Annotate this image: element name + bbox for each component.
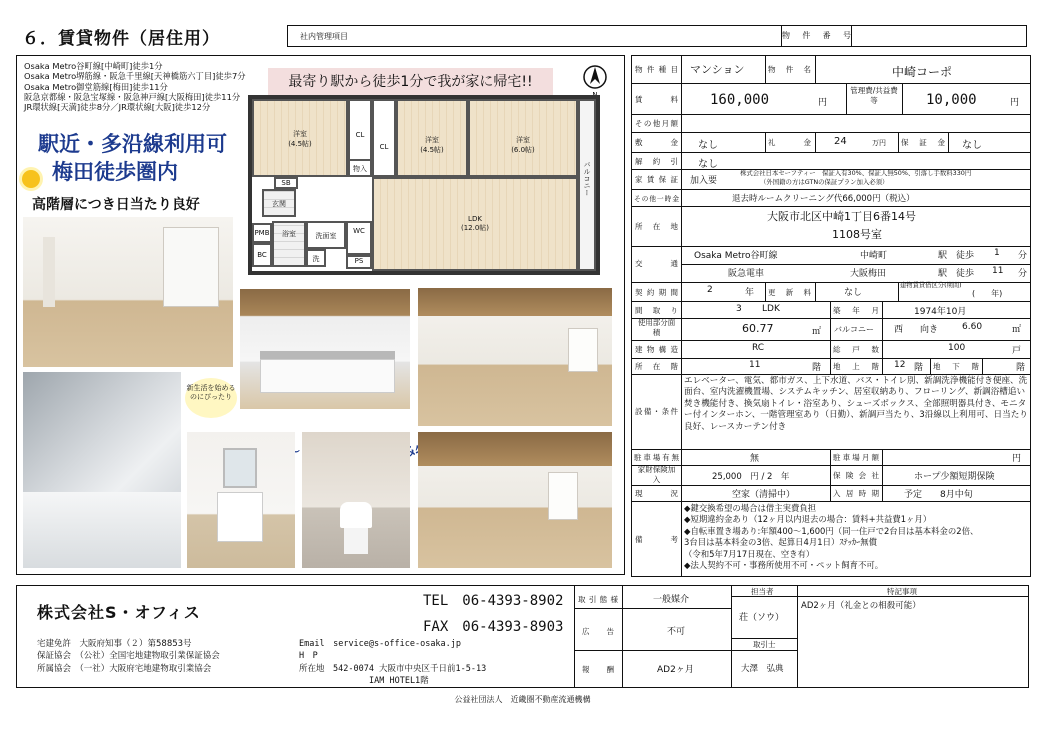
label-agent: 取引士 (753, 640, 776, 649)
internal-management-label: 社内管理項目 (300, 32, 348, 41)
value-status: 空家（清掃中） (732, 490, 796, 500)
value-station-1: 中崎町 (860, 251, 888, 261)
label-deal-mode: 取引態様 (578, 595, 618, 604)
photo-toilet (302, 432, 410, 568)
internal-management-box (287, 25, 782, 47)
value-line-2: 阪急電車 (728, 269, 765, 279)
label-other-once: その他一時金 (634, 195, 679, 203)
unit-key-money: 万円 (872, 139, 886, 147)
value-built: 1974年10月 (914, 307, 967, 317)
company-licenses (37, 638, 220, 675)
north-arrow-icon (582, 64, 608, 98)
floor-plan (248, 95, 600, 275)
value-special: AD2ヶ月（礼金との相殺可能） (801, 601, 921, 611)
photo-washroom (187, 432, 295, 568)
label-area: 使用部分面積 (637, 318, 676, 338)
unit-parking-fee: 円 (1012, 454, 1022, 464)
label-insurer: 保険会社 (833, 471, 879, 480)
plan-closet-1: CL (348, 99, 372, 177)
value-area: 60.77 (742, 322, 774, 335)
photo-kitchen (240, 289, 410, 409)
plan-balcony: バルコニー (578, 99, 596, 271)
plan-washroom: 洗面室 (306, 221, 346, 249)
remarks-item: （令和5年7月17日現在、空き有） (684, 548, 815, 559)
plan-pmb: PMB (252, 223, 272, 243)
headline-umeda: 梅田徒歩圏内 (52, 160, 178, 184)
sun-icon (22, 170, 40, 188)
remarks-item: ◆自転車置き場あり:年額400～1,600円（同一住戸で2台目は基本料金の2倍、 (684, 525, 979, 536)
value-fixed-term: ( 年) (972, 289, 1003, 298)
value-renewal: なし (844, 288, 863, 298)
label-ad: 広告 (582, 627, 614, 636)
company-fax: FAX 06-4393-8903 (423, 619, 564, 635)
remarks-item: ◆鍵交換希望の場合は借主実費負担 (684, 503, 817, 513)
label-insurance: 家財保険加入 (637, 465, 676, 484)
plan-room-western-1: 洋室 (4.5帖) (252, 99, 348, 177)
value-other-once: 退去時ルームクリーニング代66,000円（税込） (732, 194, 915, 204)
unit-balcony-dir: 向き (920, 325, 939, 335)
label-above-ground: 地上階 (833, 362, 879, 371)
value-movein: 予定 8月中旬 (904, 490, 973, 500)
value-parking: 無 (750, 454, 760, 464)
plan-storage: 物入 (348, 159, 372, 177)
footer-organization: 公益社団法人 近畿圏不動産流通機構 (454, 695, 591, 704)
company-name: 株式会社S・オフィス (37, 603, 201, 622)
value-above-ground: 12 (894, 360, 906, 370)
label-equipment: 設備・条件 (635, 407, 678, 416)
access-line: Osaka Metro御堂筋線[梅田]徒歩11分 (24, 81, 168, 92)
company-address: 所在地 542-0074 大阪市中央区千日前1-5-13 (299, 663, 487, 674)
plan-toilet: WC (346, 221, 372, 255)
label-mgmt-fee: 管理費/共益費等 (850, 86, 898, 105)
label-balcony: バルコニー (834, 325, 874, 334)
company-hp: H P (299, 651, 318, 662)
property-number-box (781, 25, 1027, 47)
photo-living-room (418, 288, 612, 426)
label-movein: 入居時期 (833, 489, 879, 498)
value-units: 100 (948, 343, 966, 353)
unit-station-1: 駅 (938, 251, 948, 261)
value-layout-type: LDK (762, 304, 780, 314)
value-equipment: エレベーター、電気、都市ガス、上下水道、バス・トイレ別、新調洗浄機能付き便座、洗面台、室内洗濯機置場、システムキッチン、居室収納あり、フローリング、新調浴槽追い焚き機能付き、換気扇トイレ・浴室あり、シューズボックス、全部照明器具付き、モニター付インターホン、一階管理室あり（日勤）、新調戸当たり、3沿線以上利用可、日当たり良好、レースカーテン付き (684, 376, 1028, 432)
property-table (631, 55, 1031, 577)
unit-above-ground: 階 (914, 363, 924, 373)
unit-contract-years: 年 (745, 288, 755, 298)
label-contract: 契約期間 (635, 288, 678, 297)
unit-area: ㎡ (812, 327, 822, 337)
value-type: マンション (690, 63, 745, 76)
company-association-2: 所属協会 （一社）大阪府宅地建物取引業協会 (37, 663, 212, 674)
value-structure: RC (752, 343, 765, 353)
label-floor: 所在階 (635, 362, 678, 371)
plan-washer: 洗 (306, 249, 326, 267)
access-line: 阪急京都線・阪急宝塚線・阪急神戸線[大阪梅田]徒歩11分 (24, 92, 241, 103)
value-guarantee: なし (962, 140, 982, 151)
plan-bc: BC (252, 243, 272, 267)
value-deposit: なし (698, 140, 718, 151)
plan-closet-2: CL (372, 99, 396, 177)
label-remarks: 備考 (635, 535, 678, 544)
plan-room-western-3: 洋室 (6.0帖) (468, 99, 578, 177)
plan-room-western-2: 洋室 (4.5帖) (396, 99, 468, 177)
access-line: Osaka Metro堺筋線・阪急千里線[天神橋筋六丁目]徒歩7分 (24, 71, 246, 82)
value-name: 中崎コーポ (892, 65, 953, 79)
label-parking: 駐車場有無 (634, 453, 679, 462)
property-number-label: 物件番号 (782, 26, 852, 46)
label-below-ground: 地下階 (933, 362, 979, 371)
company-address-2: IAM HOTEL1階 (369, 675, 429, 686)
access-list (24, 61, 274, 113)
value-walk-1: 1 (994, 248, 1000, 258)
headline-sunlight: 高階層につき日当たり良好 (32, 197, 200, 213)
unit-units: 戸 (1012, 346, 1022, 356)
unit-min-1: 分 (1018, 251, 1028, 261)
company-license: 宅建免許 大阪府知事（２）第58853号 (37, 639, 192, 649)
value-mgmt-fee: 10,000 (926, 92, 977, 108)
label-parking-fee: 駐車場月額 (833, 453, 879, 462)
label-units: 総戸数 (833, 345, 879, 354)
rent-guarantee-note: 株式会社日本セーフティー 保証入有30%、保証人無50%、引落し手数料330円 （外国籍の方はGTNの保証プラン加入必須） (740, 169, 972, 186)
company-email: Email service@s-office-osaka.jp (299, 639, 462, 649)
label-layout: 間取り (635, 306, 678, 315)
photo-ldk-wide (418, 432, 612, 568)
value-rent: 160,000 (710, 92, 770, 108)
label-rent-guarantee: 家賃保証 (635, 175, 678, 184)
label-key-money: 礼金 (768, 138, 811, 147)
value-address-1: 大阪市北区中崎1丁目6番14号 (767, 210, 916, 223)
unit-mgmt-fee: 円 (1010, 98, 1020, 108)
value-floor: 11 (749, 360, 761, 370)
remarks-item: ◆短期違約金あり（12ヶ月以内退去の場合：賃料+共益費1ヶ月） (684, 514, 932, 525)
value-layout-num: 3 (736, 304, 742, 314)
value-fee: AD2ヶ月 (657, 665, 694, 675)
value-person: 荘（ソウ） (739, 613, 785, 623)
label-transport: 交通 (635, 259, 678, 268)
label-other-monthly: その他月額 (635, 119, 678, 128)
photo-western-room (23, 217, 233, 367)
unit-balcony-area: ㎡ (1012, 325, 1022, 335)
plan-bathroom: 浴室 (272, 221, 306, 267)
company-contact (299, 638, 486, 687)
value-ad: 不可 (667, 627, 686, 637)
label-status: 現況 (635, 489, 678, 498)
label-person: 担当者 (751, 587, 774, 596)
label-cancel: 解約引 (635, 157, 678, 166)
photo-bathroom (23, 372, 181, 568)
label-structure: 建物構造 (635, 345, 678, 354)
label-deposit: 敷金 (635, 138, 678, 147)
value-line-1: Osaka Metro谷町線 (694, 251, 778, 261)
label-fee: 報酬 (582, 665, 614, 674)
unit-min-2: 分 (1018, 269, 1028, 279)
unit-station-2: 駅 (938, 269, 948, 279)
headline-station: 駅近・多沿線利用可 (38, 132, 227, 156)
value-balcony-area: 6.60 (962, 322, 983, 332)
unit-walk-1: 徒歩 (956, 251, 975, 261)
remarks-item: ◆法人契約不可・事務所使用不可・ペット飼育不可。 (684, 560, 884, 571)
company-tel: TEL 06-4393-8902 (423, 593, 564, 609)
label-address: 所在地 (635, 222, 678, 231)
unit-floor: 階 (812, 363, 822, 373)
unit-walk-2: 徒歩 (956, 269, 975, 279)
plan-pipe-space: PS (346, 255, 372, 269)
access-line: Osaka Metro谷町線[中崎町]徒歩1分 (24, 61, 163, 71)
value-key-money: 24 (834, 136, 847, 147)
access-line: JR環状線[天満]徒歩8分／JR環状線[大阪]徒歩12分 (24, 102, 211, 113)
new-life-bubble: 新生活を始めるのにぴったり (185, 378, 237, 418)
unit-rent: 円 (818, 98, 828, 108)
value-insurance: 25,000 円 / 2 年 (712, 472, 790, 482)
page-title: ６．賃貸物件（居住用） (22, 29, 220, 49)
value-balcony-dir: 西 (894, 325, 904, 335)
value-cancel: なし (698, 159, 718, 170)
value-station-2: 大阪梅田 (850, 269, 887, 279)
label-type: 物件種目 (635, 65, 678, 74)
label-built: 築年月 (833, 306, 879, 315)
company-section (16, 585, 1029, 688)
value-contract-years: 2 (707, 285, 713, 295)
value-insurer: ホープ少額短期保険 (914, 472, 995, 482)
plan-ldk: LDK (12.0帖) (372, 177, 578, 271)
company-association-1: 保証協会 （公社）全国宅地建物取引業保証協会 (37, 651, 220, 662)
value-deal-mode: 一般媒介 (653, 595, 690, 605)
label-renewal: 更新料 (768, 288, 811, 297)
label-guarantee: 保証金 (901, 138, 945, 147)
catch-copy: 最寄り駅から徒歩1分で我が家に帰宅!! (268, 68, 553, 96)
remarks-list (684, 503, 1028, 572)
value-rent-guarantee: 加入要 (690, 176, 718, 186)
label-name: 物件名 (768, 65, 811, 74)
unit-below-ground: 階 (1016, 363, 1026, 373)
plan-shoe-box: SB (274, 177, 298, 189)
label-rent: 賃料 (635, 95, 678, 104)
label-special: 特記事項 (887, 587, 917, 596)
value-address-2: 1108号室 (832, 228, 882, 241)
remarks-item: 3台目は基本料金の3倍、起算日4月1日）ｽﾃｯｶｰ無償 (684, 537, 877, 548)
label-fixed-term: 建物賃貸借区分(期間) (900, 282, 962, 289)
value-walk-2: 11 (992, 266, 1004, 276)
plan-entrance: 玄関 (262, 189, 296, 217)
value-agent: 大澤 弘典 (741, 664, 784, 674)
